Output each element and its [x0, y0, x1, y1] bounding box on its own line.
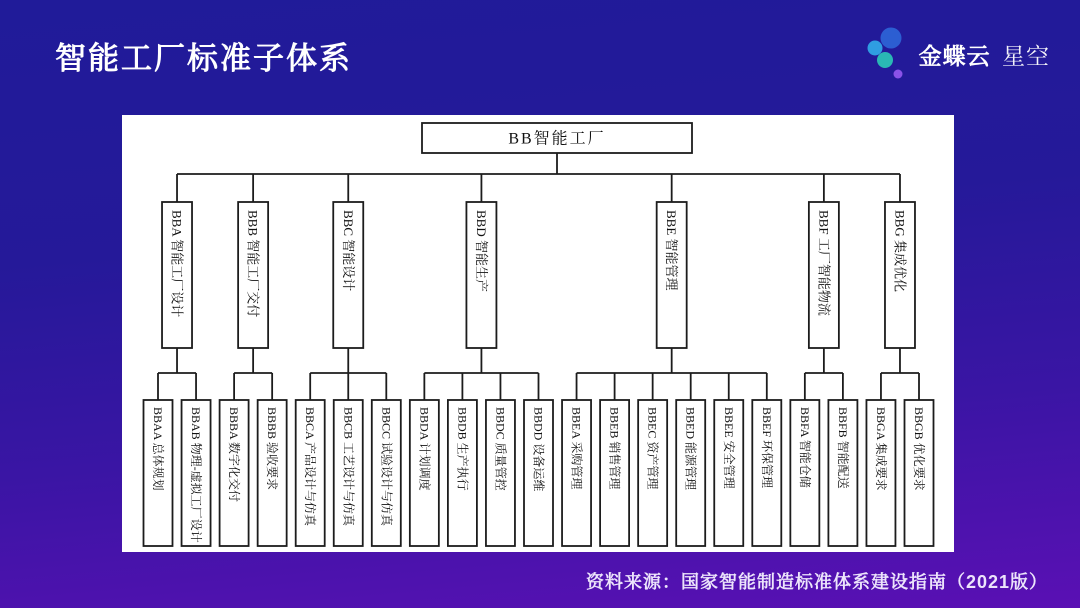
node-label-BBDC: BBDC 质量管控 [493, 407, 508, 491]
node-label-BBEF: BBEF 环保管理 [759, 407, 774, 489]
page-title: 智能工厂标准子体系 [55, 41, 352, 76]
node-label-BBG: BBG 集成优化 [892, 210, 908, 292]
logo-text-secondary: 星空 [1002, 42, 1050, 69]
node-label-BBAB: BBAB 物理-虚拟工厂设计 [189, 407, 204, 543]
node-label-BBD: BBD 智能生产 [473, 210, 489, 292]
node-label-BBB: BBB 智能工厂交付 [245, 210, 261, 318]
node-label-BBCB: BBCB 工艺设计与仿真 [341, 407, 356, 527]
node-label-BBC: BBC 智能设计 [340, 210, 356, 292]
node-label-BBBB: BBBB 验收要求 [265, 407, 280, 491]
node-label-BBFB: BBFB 智能配送 [835, 407, 850, 489]
logo-text-primary: 金蝶云 [918, 42, 991, 69]
node-label-BBGA: BBGA 集成要求 [873, 407, 888, 491]
node-label-BBCC: BBCC 试验设计与仿真 [379, 407, 394, 527]
node-label-BBEB: BBEB 销售管理 [607, 407, 622, 490]
brand-logo [862, 27, 1050, 81]
logo-text [919, 38, 1050, 71]
node-label-BBCA: BBCA 产品设计与仿真 [303, 407, 318, 527]
node-label-BBGB: BBGB 优化要求 [912, 407, 926, 491]
node-label-BBEE: BBEE 安全管理 [721, 407, 736, 489]
logo-dots-icon [862, 27, 910, 81]
diagram-panel [122, 115, 954, 552]
node-label-BBEA: BBEA 采购管理 [569, 407, 584, 490]
node-label-BBAA: BBAA 总体规划 [151, 407, 165, 491]
node-label-BBFA: BBFA 智能仓储 [797, 407, 812, 488]
node-label-BBDD: BBDD 设备运维 [531, 407, 546, 492]
node-label-BBA: BBA 智能工厂设计 [169, 210, 185, 318]
node-label-BBDB: BBDB 生产执行 [455, 407, 470, 491]
node-label-BBED: BBED 能源管理 [683, 407, 698, 491]
node-label-BBEC: BBEC 资产管理 [645, 407, 660, 490]
node-label-BB: BB智能工厂 [508, 130, 606, 148]
node-label-BBDA: BBDA 计划调度 [417, 407, 432, 491]
node-label-BBE: BBE 智能管理 [664, 210, 680, 291]
source-note: 资料来源：国家智能制造标准体系建设指南（2021版） [585, 572, 1048, 592]
node-label-BBBA: BBBA 数字化交付 [227, 407, 242, 503]
node-label-BBF: BBF 工厂智能物流 [816, 210, 832, 316]
org-chart [122, 115, 954, 552]
